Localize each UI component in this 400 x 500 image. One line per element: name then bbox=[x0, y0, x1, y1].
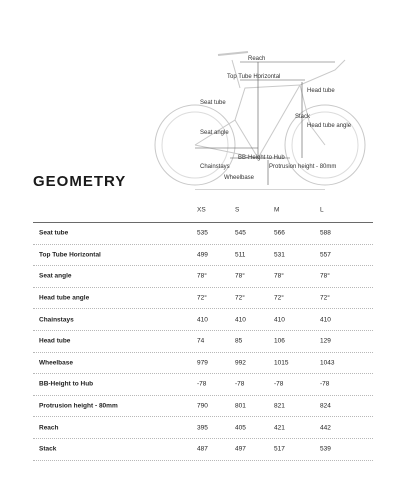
label-reach: Reach bbox=[248, 56, 266, 62]
table-cell: -78 bbox=[320, 380, 330, 388]
table-cell: 511 bbox=[235, 251, 246, 259]
table-cell: 821 bbox=[274, 402, 285, 410]
table-cell: 531 bbox=[274, 251, 285, 259]
table-row bbox=[33, 266, 373, 288]
row-label: Reach bbox=[39, 424, 59, 432]
size-header: L bbox=[320, 206, 324, 214]
row-label: Seat angle bbox=[39, 272, 72, 280]
table-cell: 405 bbox=[235, 424, 246, 432]
table-cell: 790 bbox=[197, 402, 208, 410]
label-chainstays: Chainstays bbox=[200, 164, 230, 170]
table-cell: 1015 bbox=[274, 359, 289, 367]
size-header: XS bbox=[197, 206, 206, 214]
row-label: Chainstays bbox=[39, 316, 74, 324]
row-label: Stack bbox=[39, 445, 57, 453]
table-cell: 824 bbox=[320, 402, 331, 410]
geometry-table bbox=[33, 198, 373, 461]
table-row bbox=[33, 374, 373, 396]
table-cell: 72° bbox=[320, 294, 330, 302]
label-protrusion: Protrusion height - 80mm bbox=[269, 164, 337, 170]
aerobar-outline bbox=[300, 60, 345, 85]
table-cell: 72° bbox=[197, 294, 207, 302]
label-wheelbase: Wheelbase bbox=[224, 175, 255, 181]
table-cell: 395 bbox=[197, 424, 208, 432]
table-cell: 106 bbox=[274, 337, 285, 345]
table-cell: -78 bbox=[274, 380, 284, 388]
table-cell: 78° bbox=[274, 272, 284, 280]
label-stack: Stack bbox=[295, 114, 311, 120]
table-cell: -78 bbox=[197, 380, 207, 388]
table-row bbox=[33, 245, 373, 267]
table-cell: 129 bbox=[320, 337, 331, 345]
table-cell: 1043 bbox=[320, 359, 335, 367]
table-cell: 421 bbox=[274, 424, 285, 432]
table-cell: 72° bbox=[274, 294, 284, 302]
table-row bbox=[33, 288, 373, 310]
table-cell: 497 bbox=[235, 445, 246, 453]
down-tube-outline bbox=[258, 85, 300, 158]
table-cell: 545 bbox=[235, 229, 246, 237]
table-row bbox=[33, 353, 373, 375]
label-seat-tube: Seat tube bbox=[200, 100, 226, 106]
table-cell: 535 bbox=[197, 229, 208, 237]
label-bb-height: BB-Height to Hub bbox=[238, 155, 285, 161]
table-cell: 410 bbox=[274, 316, 285, 324]
table-cell: 539 bbox=[320, 445, 331, 453]
table-row bbox=[33, 331, 373, 353]
table-row bbox=[33, 417, 373, 439]
table-cell: 566 bbox=[274, 229, 285, 237]
table-cell: 979 bbox=[197, 359, 208, 367]
table-row bbox=[33, 309, 373, 331]
table-cell: 801 bbox=[235, 402, 246, 410]
table-cell: 487 bbox=[197, 445, 208, 453]
table-cell: 72° bbox=[235, 294, 245, 302]
label-top-tube: Top Tube Horizontal bbox=[227, 74, 281, 80]
table-cell: 74 bbox=[197, 337, 205, 345]
table-cell: 442 bbox=[320, 424, 331, 432]
table-cell: 517 bbox=[274, 445, 285, 453]
table-cell: 410 bbox=[235, 316, 246, 324]
table-cell: 557 bbox=[320, 251, 331, 259]
row-label: Head tube angle bbox=[39, 294, 90, 302]
table-cell: 410 bbox=[320, 316, 331, 324]
page-title: GEOMETRY bbox=[33, 173, 127, 190]
bike-geometry-diagram bbox=[140, 40, 380, 190]
bike-illustration bbox=[140, 40, 380, 190]
table-row bbox=[33, 223, 373, 245]
size-header: S bbox=[235, 206, 240, 214]
table-cell: -78 bbox=[235, 380, 245, 388]
table-row bbox=[33, 396, 373, 418]
table-cell: 85 bbox=[235, 337, 243, 345]
saddle-outline bbox=[218, 52, 248, 55]
row-label: Wheelbase bbox=[39, 359, 73, 367]
table-cell: 588 bbox=[320, 229, 331, 237]
row-label: Head tube bbox=[39, 337, 71, 345]
table-cell: 78° bbox=[197, 272, 207, 280]
label-head-tube: Head tube bbox=[307, 88, 335, 94]
table-cell: 499 bbox=[197, 251, 208, 259]
row-label: BB-Height to Hub bbox=[39, 380, 94, 388]
row-label: Top Tube Horizontal bbox=[39, 251, 101, 259]
table-row bbox=[33, 439, 373, 461]
table-cell: 78° bbox=[320, 272, 330, 280]
table-cell: 992 bbox=[235, 359, 246, 367]
label-seat-angle: Seat angle bbox=[200, 130, 229, 136]
table-cell: 410 bbox=[197, 316, 208, 324]
table-header bbox=[33, 198, 373, 223]
size-header: M bbox=[274, 206, 280, 214]
label-head-tube-angle: Head tube angle bbox=[307, 123, 352, 129]
row-label: Protrusion height - 80mm bbox=[39, 402, 118, 410]
table-cell: 78° bbox=[235, 272, 245, 280]
row-label: Seat tube bbox=[39, 229, 69, 237]
